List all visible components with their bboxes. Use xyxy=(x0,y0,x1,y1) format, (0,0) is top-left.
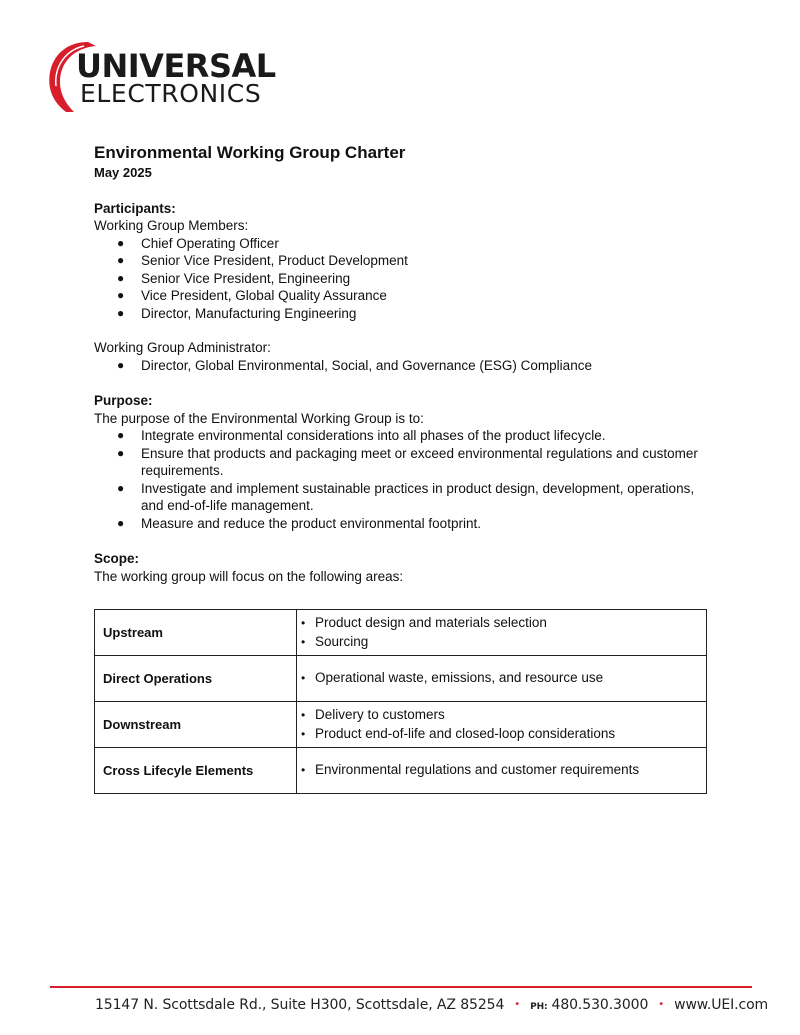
member-text: Chief Operating Officer xyxy=(141,235,279,251)
purpose-text: Measure and reduce the product environmental footprint. xyxy=(141,515,481,531)
bullet-icon: • xyxy=(301,726,306,741)
document-body xyxy=(94,142,714,585)
document-title: Environmental Working Group Charter xyxy=(94,143,406,162)
bullet-icon: • xyxy=(301,763,306,778)
footer-phone: 480.530.3000 xyxy=(551,997,649,1013)
list-item xyxy=(117,270,714,288)
list-item xyxy=(117,252,714,270)
separator-dot-icon: • xyxy=(658,999,665,1010)
table-row xyxy=(95,748,707,794)
list-item xyxy=(117,305,714,323)
scope-item-text: Product end-of-life and closed-loop considerations xyxy=(315,725,616,741)
separator-dot-icon: • xyxy=(514,999,521,1010)
member-text: Senior Vice President, Product Development xyxy=(141,253,408,268)
table-row xyxy=(95,610,707,656)
scope-items-cell xyxy=(297,610,707,656)
list-item xyxy=(117,235,714,253)
scope-items-cell xyxy=(297,702,707,748)
footer xyxy=(95,997,768,1013)
bullet-icon: ● xyxy=(117,253,125,267)
scope-area-cell: Upstream xyxy=(95,610,297,656)
members-label: Working Group Members: xyxy=(94,218,249,233)
bullet-icon: • xyxy=(301,634,306,649)
bullet-icon: • xyxy=(301,616,306,630)
list-item xyxy=(301,669,706,688)
table-row xyxy=(95,702,707,748)
bullet-icon: ● xyxy=(117,445,125,460)
scope-area-cell: Direct Operations xyxy=(95,656,297,702)
scope-item-text: Sourcing xyxy=(315,633,369,649)
bullet-icon: ● xyxy=(117,428,125,442)
logo-wordmark-electronics: ELECTRONICS xyxy=(80,79,262,108)
scope-item-text: Product design and materials selection xyxy=(315,615,547,630)
admin-list xyxy=(94,357,714,375)
scope-area-cell: Downstream xyxy=(95,702,297,748)
list-item xyxy=(117,515,714,533)
phone-label: PH: xyxy=(530,1002,548,1012)
bullet-icon: • xyxy=(301,708,306,722)
purpose-heading: Purpose: xyxy=(94,393,153,408)
bullet-icon: ● xyxy=(117,480,125,495)
footer-address: 15147 N. Scottsdale Rd., Suite H300, Scottsdale, AZ 85254 xyxy=(95,997,505,1013)
list-item xyxy=(117,445,714,480)
logo-wordmark-universal: UNIVERSAL xyxy=(76,47,276,85)
admin-label: Working Group Administrator: xyxy=(94,340,271,355)
scope-items-cell xyxy=(297,748,707,794)
purpose-text: Integrate environmental considerations into all phases of the product lifecycle. xyxy=(141,428,606,443)
purpose-text: Investigate and implement sustainable practices in product design, development, operations, and end-of-life management. xyxy=(141,480,695,513)
list-item xyxy=(301,633,706,652)
list-item xyxy=(117,480,714,515)
bullet-icon: ● xyxy=(117,270,125,285)
member-text: Senior Vice President, Engineering xyxy=(141,270,351,286)
bullet-icon: ● xyxy=(117,515,125,530)
scope-table xyxy=(94,609,707,794)
list-item xyxy=(301,614,706,633)
bullet-icon: ● xyxy=(117,357,125,372)
list-item xyxy=(301,706,706,725)
bullet-icon: ● xyxy=(117,235,125,250)
document-date: May 2025 xyxy=(94,165,152,180)
bullet-icon: ● xyxy=(117,305,125,320)
scope-intro: The working group will focus on the following areas: xyxy=(94,568,404,584)
member-text: Director, Manufacturing Engineering xyxy=(141,305,357,321)
footer-website: www.UEI.com xyxy=(674,997,769,1013)
list-item xyxy=(117,357,714,375)
member-text: Vice President, Global Quality Assurance xyxy=(141,288,387,303)
list-item xyxy=(117,287,714,305)
purpose-intro: The purpose of the Environmental Working Group is to: xyxy=(94,410,424,426)
purpose-list xyxy=(94,427,714,532)
company-logo xyxy=(44,36,284,116)
list-item xyxy=(301,725,706,744)
list-item xyxy=(117,427,714,445)
footer-divider xyxy=(50,986,752,988)
scope-item-text: Operational waste, emissions, and resource use xyxy=(315,670,604,686)
participants-heading: Participants: xyxy=(94,200,176,216)
table-row xyxy=(95,656,707,702)
bullet-icon: ● xyxy=(117,288,125,302)
list-item xyxy=(301,761,706,780)
scope-area-cell: Cross Lifecyle Elements xyxy=(95,748,297,794)
scope-items-cell xyxy=(297,656,707,702)
scope-item-text: Delivery to customers xyxy=(315,707,445,722)
members-list xyxy=(94,235,714,323)
admin-text: Director, Global Environmental, Social, and Governance (ESG) Compliance xyxy=(141,357,592,373)
scope-item-text: Environmental regulations and customer requirements xyxy=(315,762,640,778)
purpose-text: Ensure that products and packaging meet or exceed environmental regulations and customer requirements. xyxy=(141,445,698,478)
bullet-icon: • xyxy=(301,671,306,686)
scope-heading: Scope: xyxy=(94,551,140,566)
